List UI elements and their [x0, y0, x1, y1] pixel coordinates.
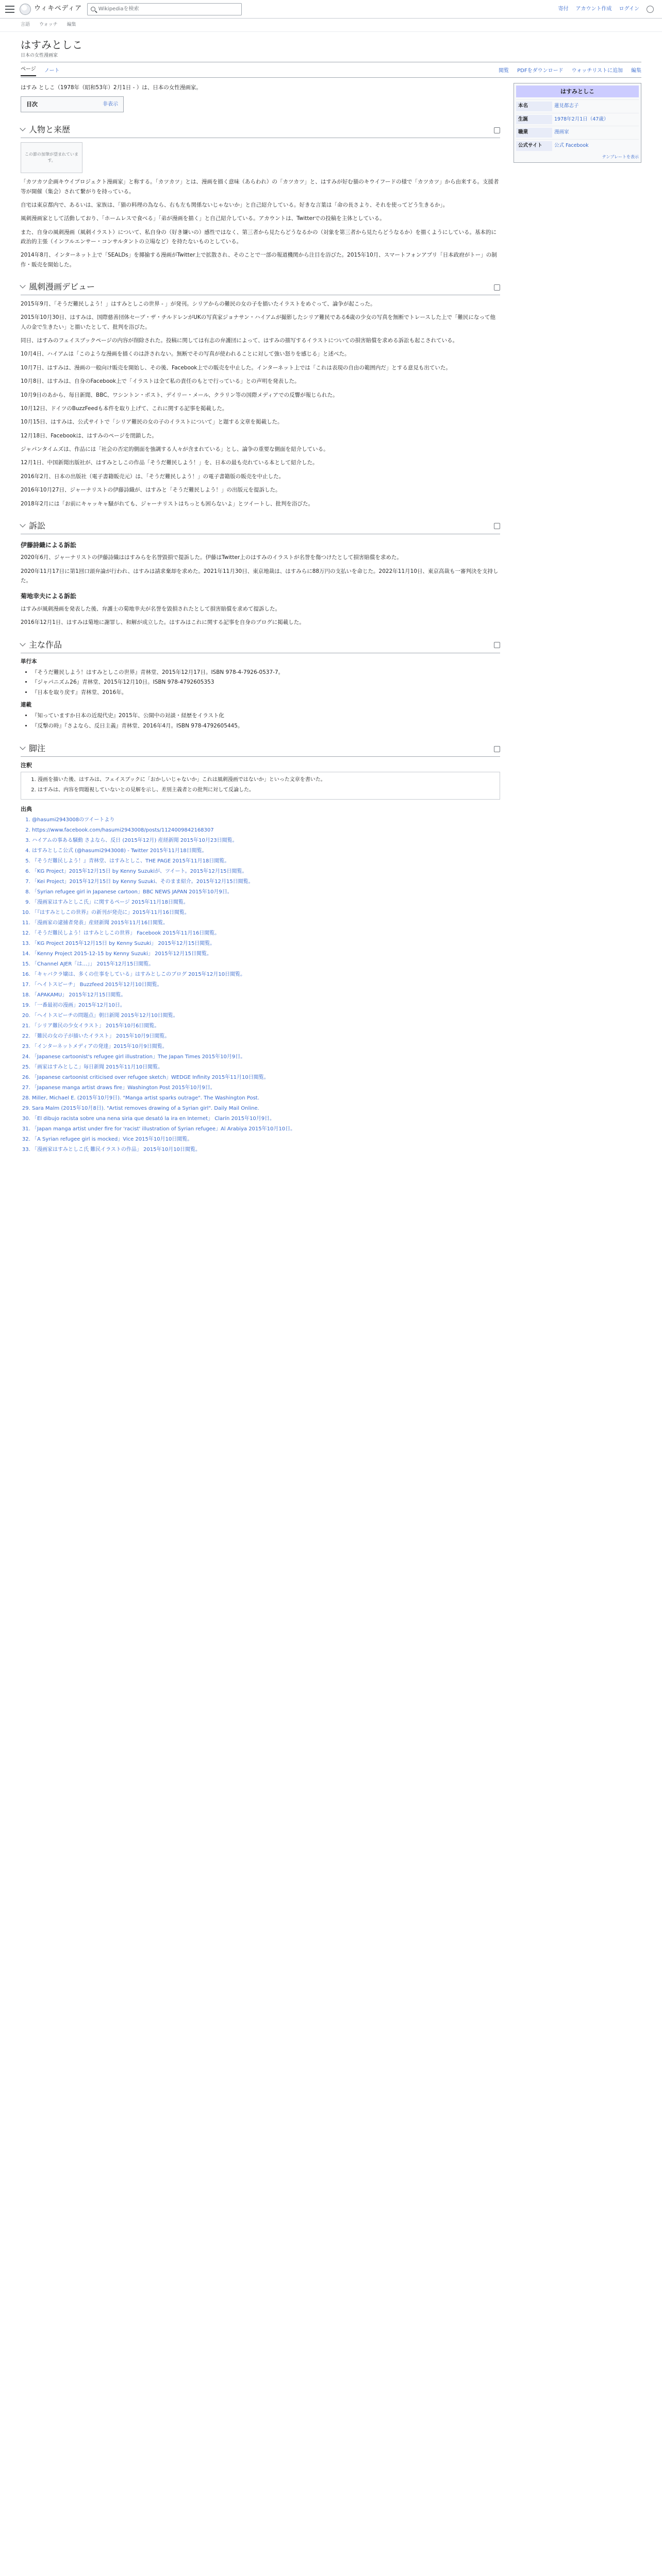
tab-watchlist[interactable]: ウォッチリストに追加	[571, 67, 623, 74]
paragraph: 10月15日、はすみは、公式サイトで「シリア難民の女の子のイラストについて」と題する文章を掲載した。	[21, 419, 283, 426]
chevron-down-icon	[20, 744, 25, 750]
paragraph: 2020年11月17日に第1回口頭弁論が行われ、はすみは請求棄却を求めた。2021年11月30日、東京地裁は、はすみらに88万円の支払いを命じた。2022年11月10日、東京高裁も一審判決を支持した。	[21, 568, 499, 584]
reference-item[interactable]: 24. 「Japanese cartoonist's refugee girl illustration」The Japan Times 2015年10月9日。	[32, 1053, 500, 1061]
page-tabs	[21, 64, 641, 78]
reference-item[interactable]: 4. はすみとしこ公式 (@hasumi2943008) - Twitter 2015年11月18日閲覧。	[32, 846, 500, 855]
reference-item[interactable]: 3. ハイアムの事ある騒動 さよなら、反日 (2015年12月) 産経新聞 2015年10月23日閲覧。	[32, 836, 500, 845]
infobox-row: 本名 蓮見都志子	[516, 99, 639, 113]
section-heading[interactable]: 訴訟	[21, 517, 500, 534]
reference-item[interactable]: 9. 「漫画家はすみとしこ氏」に関するページ 2015年11月18日閲覧。	[32, 898, 500, 907]
reference-item[interactable]: 6. 「KG Project」2015年12月15日 by Kenny Suzukiが、ツイート。2015年12月15日閲覧。	[32, 867, 500, 876]
paragraph: 風刺漫画家として活動しており、「ホームレスで食べる」「弟が漫画を描く」と自己紹介している。アカウントは、Twitterでの投稿を主体としている。	[21, 215, 385, 222]
note-item: 1. 漫画を描いた後、はすみは、フェイスブックに「おかしいじゃないか」これは風刺漫画ではないか」といった文章を書いた。	[38, 775, 494, 784]
watch-link[interactable]: ウォッチ	[39, 22, 58, 27]
infobox-row: 生誕 1978年2月1日（47歳）	[516, 113, 639, 126]
subsection-heading: 菊地幸夫による訴訟	[21, 592, 77, 600]
reference-item[interactable]: 27. 「Japanese manga artist draws fire」Washington Post 2015年10月9日。	[32, 1083, 500, 1092]
reference-item[interactable]: 12. 「そうだ難民しよう！はすみとしこの世界」 Facebook 2015年11月16日閲覧。	[32, 929, 500, 938]
reference-item[interactable]: 31. 「Japan manga artist under fire for 'racist' illustration of Syrian refugee」Al Arabiya 2015年10月10日。	[32, 1125, 500, 1133]
paragraph: 2016年2月、日本の出版社（電子書籍販売元）は、「そうだ難民しよう！」の電子書籍版の販売を中止した。	[21, 473, 285, 480]
notes-title: 注釈	[21, 762, 32, 769]
wikipedia-globe-icon	[20, 4, 31, 15]
paragraph: 「カツカツ企画キウイプロジェクト漫画家」と称する。「カツカツ」とは、漫画を描く意味（あらわれ）の「カツカツ」と、はすみが好む猫のキウイフードの様で「カツカツ」から由来する。支援者等が開催（集会）されて繋がりを持っている。	[21, 179, 499, 195]
tab-read[interactable]: 閲覧	[499, 67, 509, 74]
paragraph: 2015年10月30日、はすみは、国際慈善団体セーブ・ザ・チルドレンがUKの写真家ジョナサン・ハイアムが撮影したシリア難民である6歳の少女の写真を無断でトレースした上で「難民になって他人の金で生きたい」と描いたとして、批判を浴びた。	[21, 314, 495, 330]
donate-link[interactable]: 寄付	[558, 6, 569, 12]
reference-item[interactable]: 8. 「Syrian refugee girl in Japanese cartoon」BBC NEWS JAPAN 2015年10月9日。	[32, 888, 500, 896]
lead-paragraph: はすみ としこ（1978年（昭和53年）2月1日 - ）は、日本の女性漫画家。	[21, 84, 202, 91]
tab-article[interactable]: ページ	[21, 65, 36, 76]
paragraph: 12月1日、中国新聞出版社が、はすみとしこの作品「そうだ難民しよう！」を、日本の最も売れている本として紹介した。	[21, 460, 318, 466]
paragraph: 2015年9月、「そうだ難民しよう！」はすみとしこの世界 - 」が発刊。シリアからの難民の女の子を描いたイラストをめぐって、論争が起こった。	[21, 300, 376, 307]
paragraph: 10月8日、はすみは、自身のFacebook上で「イラストは全て私の責任のもとで行っている」との声明を発表した。	[21, 378, 300, 385]
page-subtitle: 日本の女性漫画家	[21, 53, 58, 58]
reference-item[interactable]: 23. 「インターネットメディアの発達」2015年10月9日閲覧。	[32, 1042, 500, 1051]
reference-item[interactable]: 14. 「Kenny Project 2015-12-15 by Kenny Suzuki」 2015年12月15日閲覧。	[32, 950, 500, 958]
section-heading[interactable]: 人物と来歴	[21, 121, 500, 138]
reference-item[interactable]: 7. 「Kei Project」2015年12月15日 by Kenny Suzuki、そのまま紹介。2015年12月15日閲覧。	[32, 877, 500, 886]
section-heading[interactable]: 脚注	[21, 739, 500, 757]
login-link[interactable]: ログイン	[619, 6, 639, 12]
chevron-down-icon	[20, 640, 25, 646]
reference-item[interactable]: 10. 「『はすみとしこの世界』の新刊が発売に」2015年11月16日閲覧。	[32, 908, 500, 917]
reference-item[interactable]: 32. 「A Syrian refugee girl is mocked」Vice 2015年10月10日閲覧。	[32, 1135, 500, 1144]
reference-item[interactable]: 18. 「APAKAMU」 2015年12月15日閲覧。	[32, 991, 500, 999]
list-item: • 『日本を取り戻す』青林堂、2016年。	[32, 688, 500, 698]
sub-toolbar	[0, 19, 662, 32]
works-list	[32, 711, 500, 731]
page-title: はすみとしこ	[21, 39, 82, 51]
edit-pencil-icon[interactable]	[494, 284, 500, 291]
list-item: • 『そうだ難民しよう！はすみとしこの世界』青林堂、2015年12月17日。ISBN 978-4-7926-0537-7。	[32, 668, 500, 677]
reference-item[interactable]: 17. 「ヘイトスピーチ」 Buzzfeed 2015年12月10日閲覧。	[32, 980, 500, 989]
references-title: 出典	[21, 806, 32, 813]
reference-item[interactable]: 26. 「Japanese cartoonist criticised over refugee sketch」WEDGE Infinity 2015年11月10日閲覧。	[32, 1073, 500, 1082]
paragraph: 同日、はすみのフェイスブックページの内容が削除された。投稿に関しては有志の弁護団によって、はすみの描写するイラストについての損害賠償を求める訴訟も起こされている。	[21, 337, 458, 344]
reference-item[interactable]: 2. https://www.facebook.com/hasumi2943008/posts/1124009842168307	[32, 826, 500, 835]
section-stub-notice: この節の加筆が望まれています。	[21, 142, 82, 173]
reference-item[interactable]: 19. 「一番最初の漫画」2015年12月10日。	[32, 1001, 500, 1010]
works-category: 連載	[21, 702, 31, 708]
site-logo[interactable]: ウィキペディア	[20, 4, 82, 15]
search-input[interactable]: Wikipediaを検索	[87, 3, 242, 15]
paragraph: 2014年8月、インターネット上で「SEALDs」を揶揄する漫画がTwitter上で拡散され、そのことで一部の報道機関から注目を浴びた。2015年10月、スマートフォンアプリ「日本政府がトー」の制作・販売を開始した。	[21, 252, 497, 268]
infobox-row: 職業 漫画家	[516, 126, 639, 139]
reference-item[interactable]: 29. Sara Malm (2015年10月8日). "Artist removes drawing of a Syrian girl". Daily Mail Online.	[32, 1104, 500, 1113]
works-list	[32, 668, 500, 698]
infobox-template-link[interactable]: テンプレートを表示	[602, 154, 639, 159]
top-header	[0, 0, 662, 19]
menu-icon[interactable]	[5, 6, 14, 13]
section-heading[interactable]: 主な作品	[21, 636, 500, 653]
references-list	[32, 816, 500, 1154]
table-of-contents[interactable]: 目次 非表示	[21, 96, 124, 112]
chevron-down-icon	[20, 282, 25, 288]
reference-item[interactable]: 22. 「難民の女の子が描いたイラスト」 2015年10月9日閲覧。	[32, 1032, 500, 1041]
article-body	[21, 83, 641, 1154]
edit-link[interactable]: 編集	[67, 22, 76, 27]
reference-item[interactable]: 15. 「Channel AJER「は…」」 2015年12月15日閲覧。	[32, 960, 500, 969]
paragraph: 10月7日、はすみは、漫画の一般向け販売を開始し、その後、Facebook上での販売を中止した。インターネット上では「これは表現の自由の範囲内だ」とする意見も出ていた。	[21, 364, 451, 371]
paragraph: 2020年6月、ジャーナリストの伊藤詩織ははすみらを名誉毀損で提訴した。伊藤はTwitter上のはすみのイラストが名誉を傷つけたとして損害賠償を求めた。	[21, 554, 402, 561]
languages-link[interactable]: 言語	[21, 22, 30, 27]
paragraph: 12月18日、Facebookは、はすみのページを閉鎖した。	[21, 432, 157, 439]
chevron-down-icon	[20, 521, 25, 527]
reference-item[interactable]: 21. 「シリア難民の少女イラスト」 2015年10月6日閲覧。	[32, 1022, 500, 1030]
works-category: 単行本	[21, 658, 37, 665]
tab-pdf[interactable]: PDFをダウンロード	[517, 67, 564, 74]
reference-item[interactable]: 25. 「画家はすみとしこ」毎日新聞 2015年11月10日閲覧。	[32, 1063, 500, 1072]
infobox	[514, 83, 641, 163]
paragraph: 10月12日、ドイツのBuzzFeedも本件を取り上げて、これに関する記事を掲載した。	[21, 405, 228, 412]
list-item: • 『知っていますか日本の近現代史』2015年、公開中の対談・経歴をイラスト化	[32, 711, 500, 721]
tab-talk[interactable]: ノート	[44, 67, 60, 74]
reference-item[interactable]: 28. Miller, Michael E. (2015年10月9日). "Manga artist sparks outrage". The Washington Post.	[32, 1094, 500, 1103]
paragraph: 自宅は東京都内で、あるいは、家族は、「猫の料理の為なら、右も左も関係ないじゃないか」と自己紹介している。好きな言葉は「命の長さより、それを使ってどう生きるか」。	[21, 201, 449, 208]
edit-pencil-icon[interactable]	[494, 642, 500, 648]
paragraph: 10月9日のあから、毎日新聞、BBC、ワシントン・ポスト、デイリー・メール、クラリン等の国際メディアでの反響が報じられた。	[21, 392, 338, 398]
list-item: • 『ジャパニズム26』青林堂、2015年12月10日。ISBN 978-4792605353	[32, 677, 500, 687]
toc-toggle[interactable]: 非表示	[103, 101, 118, 108]
reference-item[interactable]: 1. @hasumi2943008のツイートより	[32, 816, 500, 824]
paragraph: 2016年12月1日、はすみは菊地に謝罪し、和解が成立した。はすみはこれに関する記事を自身のブログに掲載した。	[21, 619, 305, 626]
edit-pencil-icon[interactable]	[494, 523, 500, 529]
reference-item[interactable]: 13. 「KG Project 2015年12月15日 by Kenny Suzuki」 2015年12月15日閲覧。	[32, 939, 500, 948]
reference-item[interactable]: 11. 「漫画家の逮捕者発表」産経新聞 2015年11月16日閲覧。	[32, 919, 500, 927]
edit-pencil-icon[interactable]	[494, 746, 500, 752]
user-links	[558, 5, 654, 13]
paragraph: はすみが風刺漫画を発表した後、弁護士の菊地幸夫が名誉を毀損されたとして損害賠償を求めて提訴した。	[21, 606, 280, 613]
reference-item[interactable]: 33. 「漫画家はすみとしこ氏 難民イラストの作品」 2015年10月10日閲覧。	[32, 1145, 500, 1154]
paragraph: 2016年10月27日、ジャーナリストの伊藤詩織が、はすみと「そうだ難民しよう！」の出版元を提訴した。	[21, 487, 281, 494]
reference-item[interactable]: 30. 「El dibujo racista sobre una nena siria que desató la ira en Internet」 Clarín 2015年10月9日。	[32, 1114, 500, 1123]
notes-box	[21, 772, 500, 800]
create-account-link[interactable]: アカウント作成	[575, 6, 612, 12]
paragraph: また、自身の風刺漫画（風刺イラスト）について、私自身の（好き嫌いの）感性ではなく、第三者から見たらどうなるかの（対象を第三者から見たらどうなるか）を描くようにしている。基本的に政治的主張（インフルエンサー・コンサルタントの立場など）を持たないものとしている。	[21, 229, 497, 245]
user-menu-icon[interactable]	[647, 6, 654, 13]
search-icon	[91, 7, 95, 11]
reference-item[interactable]: 5. 『そうだ難民しよう！』青林堂、はすみとしこ、THE PAGE 2015年11月18日閲覧。	[32, 857, 500, 866]
note-item: 2. はすみは、内容を問題視していないとの見解を示し、差別主義者との批判に対して反論した。	[38, 786, 494, 794]
infobox-row: 公式サイト 公式 Facebook	[516, 139, 639, 152]
paragraph: ジャパンタイムズは、作品には「社会の否定的側面を強調する人々が含まれている」とし、論争の重要な側面を紹介している。	[21, 446, 329, 453]
tab-edit[interactable]: 編集	[631, 67, 641, 74]
paragraph: 10月4日、ハイアムは「このような漫画を描くのは許されない。無断でその写真が使われることに対して強い怒りを感じる」と述べた。	[21, 351, 350, 358]
edit-pencil-icon[interactable]	[494, 127, 500, 133]
list-item: • 『反撃の時』『さよなら、反日主義』青林堂、2016年4月。ISBN 978-4792605445。	[32, 721, 500, 731]
reference-item[interactable]: 16. 「キャバクラ嬢は、多くの仕事をしている」はすみとしこのブログ 2015年12月10日閲覧。	[32, 970, 500, 979]
title-block	[21, 38, 641, 62]
section-heading[interactable]: 風刺漫画デビュー	[21, 278, 500, 295]
reference-item[interactable]: 20. 「ヘイトスピーチの問題点」朝日新聞 2015年12月10日閲覧。	[32, 1011, 500, 1020]
subsection-heading: 伊藤詩織による訴訟	[21, 541, 77, 549]
paragraph: 2018年2月には「お前にキャッキャ騒がれても、ジャーナリストはちっとも困らないよ」とツイートし、批判を浴びた。	[21, 500, 313, 507]
chevron-down-icon	[20, 126, 25, 131]
infobox-title: はすみとしこ	[516, 86, 639, 97]
